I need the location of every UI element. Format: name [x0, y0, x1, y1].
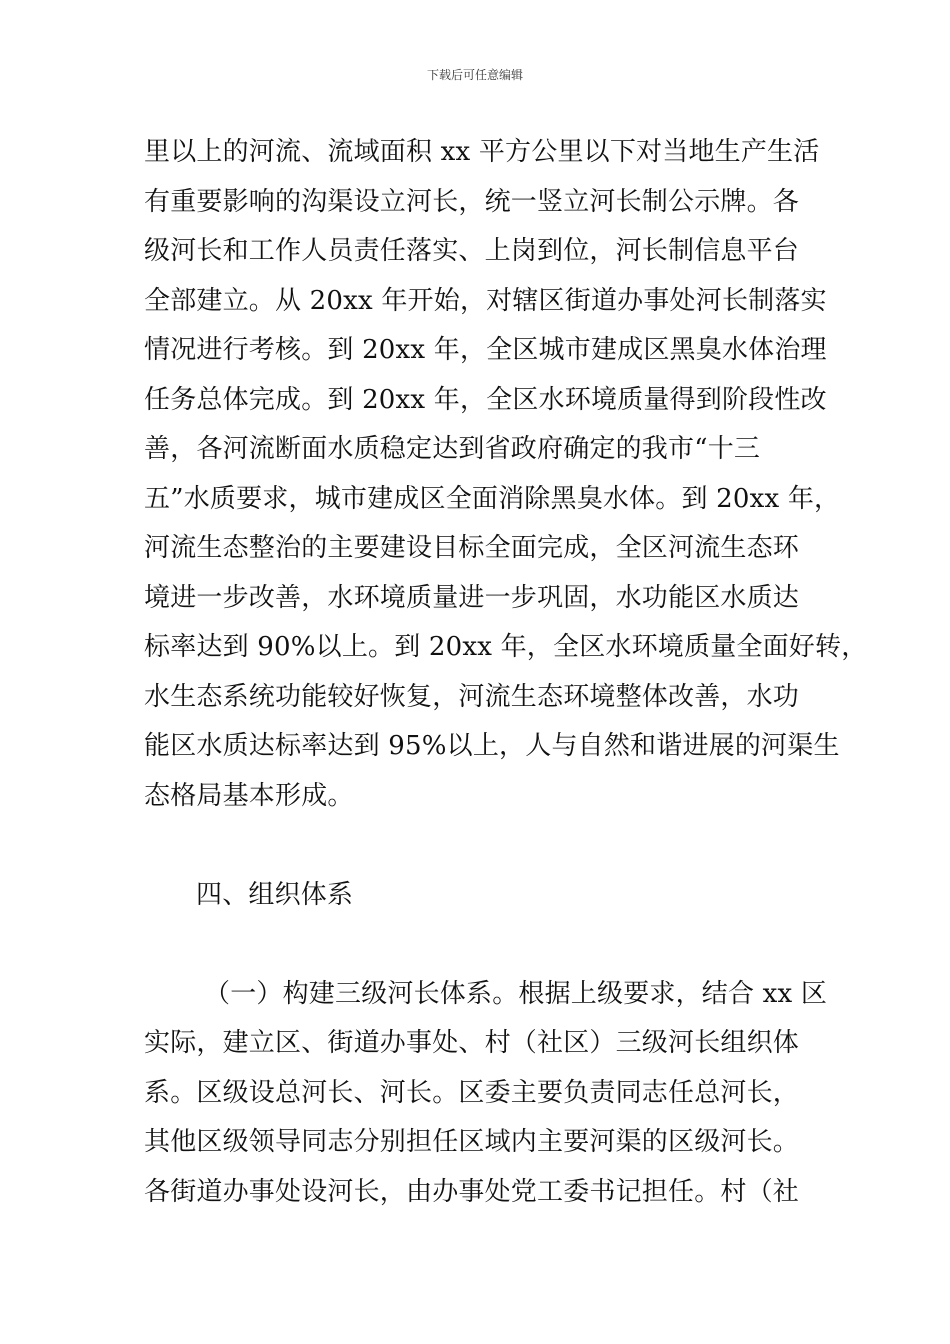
text-line: 能区水质达标率达到 95%以上，人与自然和谐进展的河渠生 — [144, 731, 840, 761]
text-line: 全部建立。从 20xx 年开始，对辖区街道办事处河长制落实 — [144, 285, 827, 316]
text-line: 河流生态整治的主要建设目标全面完成，全区河流生态环 — [144, 533, 800, 563]
text-line: 里以上的河流、流域面积 xx 平方公里以下对当地生产生活 — [144, 137, 820, 167]
text-line: 水生态系统功能较好恢复，河流生态环境整体改善，水功 — [144, 681, 800, 712]
text-line: 实际，建立区、街道办事处、村（社区）三级河长组织体 — [144, 1028, 800, 1058]
text-line: 五”水质要求，城市建成区全面消除黑臭水体。到 20xx 年， — [144, 483, 841, 514]
paragraph-gap — [144, 920, 834, 970]
text-line: 境进一步改善，水环境质量进一步巩固，水功能区水质达 — [144, 582, 800, 613]
text-line: 其他区级领导同志分别担任区域内主要河渠的区级河长。 — [144, 1127, 800, 1157]
text-line: 有重要影响的沟渠设立河长，统一竖立河长制公示牌。各 — [144, 186, 800, 217]
paragraph-gap — [144, 821, 834, 871]
text-line: 善，各河流断面水质稳定达到省政府确定的我市“十三 — [144, 434, 761, 464]
section-heading: 四、组织体系 — [196, 879, 354, 910]
document-body — [144, 128, 868, 1217]
page-header: 下载后可任意编辑 — [426, 68, 523, 82]
text-line: 各街道办事处设河长，由办事处党工委书记担任。村（社 — [144, 1176, 800, 1207]
text-line: 态格局基本形成。 — [144, 780, 354, 811]
text-line: 情况进行考核。到 20xx 年，全区城市建成区黑臭水体治理 — [144, 335, 827, 365]
text-line: （一）构建三级河长体系。根据上级要求，结合 xx 区 — [204, 978, 828, 1009]
text-line: 标率达到 90%以上。到 20xx 年，全区水环境质量全面好转， — [144, 632, 868, 662]
text-line: 任务总体完成。到 20xx 年，全区水环境质量得到阶段性改 — [144, 384, 827, 415]
text-line: 系。区级设总河长、河长。区委主要负责同志任总河长， — [144, 1077, 800, 1108]
text-line: 级河长和工作人员责任落实、上岗到位，河长制信息平台 — [144, 236, 800, 266]
